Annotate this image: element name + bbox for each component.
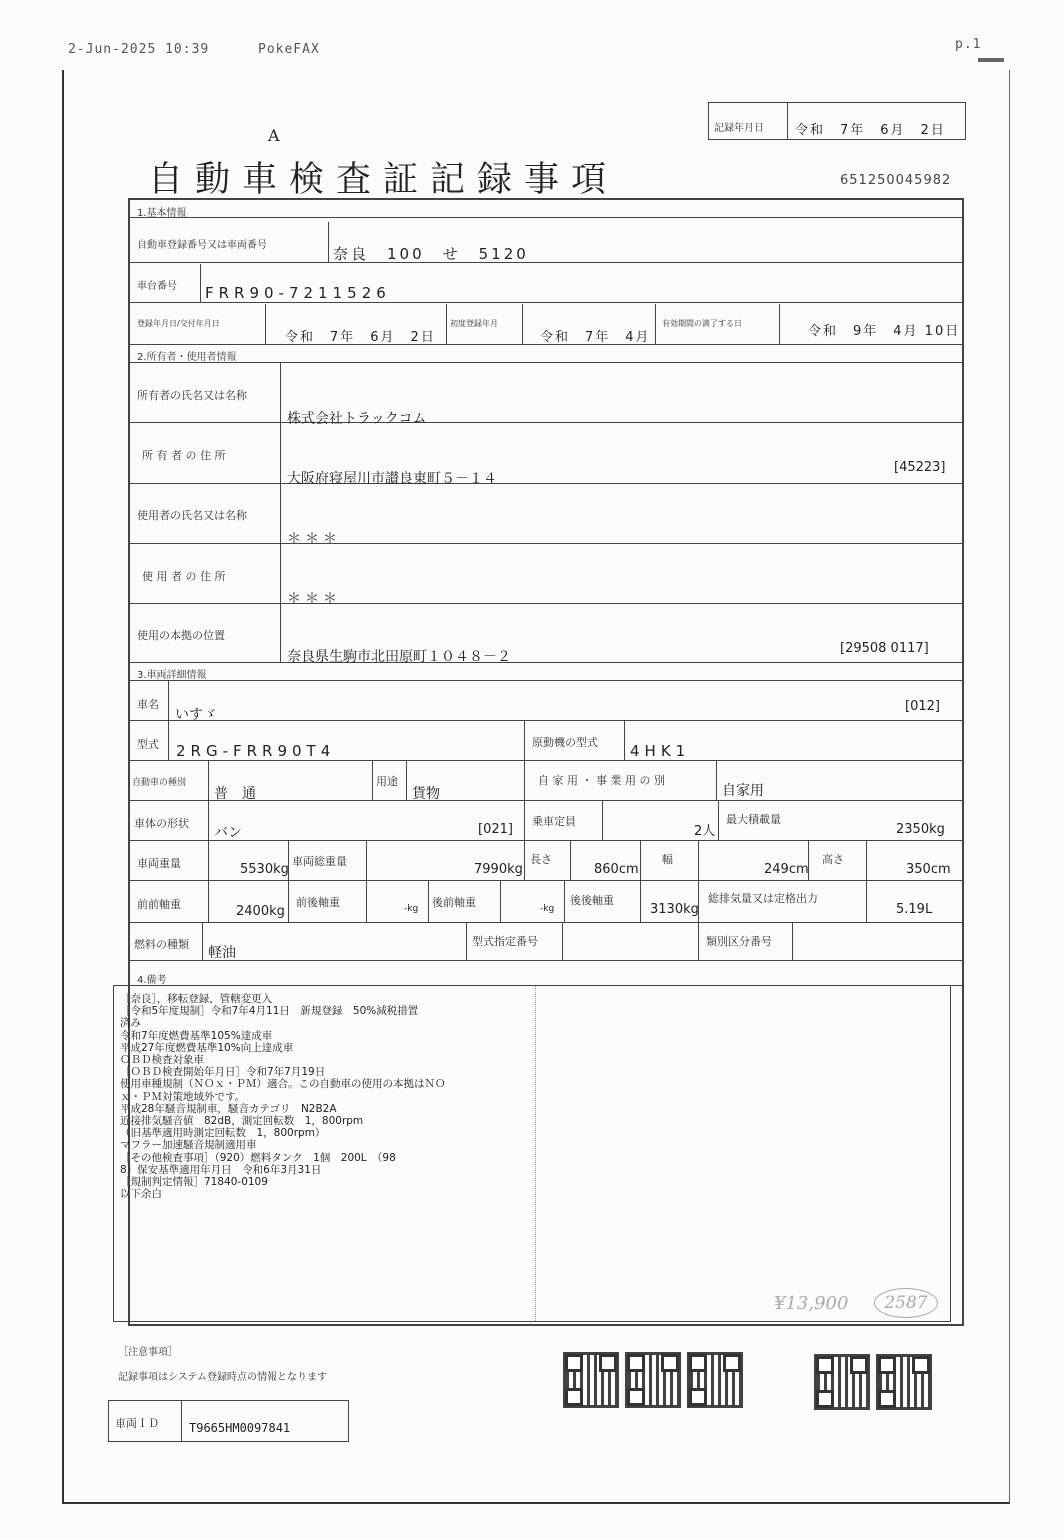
displacement-value: 5.19L [896, 902, 933, 917]
remark-line: 以下余白 [120, 1188, 162, 1201]
fuel-label: 燃料の種類 [134, 938, 189, 951]
document-title: 自動車検査証記録事項 [148, 160, 619, 200]
chassis-value: FRR90-7211526 [205, 284, 391, 302]
owner-addr-code: [45223] [894, 460, 946, 475]
body-value: バン [214, 825, 242, 841]
max-load-label: 最大積載量 [726, 813, 781, 826]
ff-axle-label: 前前軸重 [137, 898, 181, 911]
reg-number-value: 奈良 100 せ 5120 [333, 245, 529, 263]
weight-value: 5530kg [240, 862, 289, 877]
fax-page-number: p.1 [955, 37, 982, 52]
length-value: 860cm [594, 862, 639, 877]
remark-line: （旧基準適用時測定回転数 1，800rpm） [120, 1127, 326, 1140]
remark-line: 令和7年度燃費基準105%達成車 [120, 1029, 273, 1042]
expiry-label: 有効期間の満了する日 [662, 319, 742, 328]
use-label: 用途 [376, 775, 398, 788]
document-number: 651250045982 [840, 173, 952, 188]
qr-code-icon [563, 1352, 619, 1408]
user-name-value: ＊＊＊ [287, 531, 341, 547]
type-label: 自動車の種別 [132, 778, 187, 788]
length-label: 長さ [530, 853, 552, 866]
remark-line: ［規制判定情報］71840-0109 [120, 1176, 268, 1189]
height-label: 高さ [822, 853, 844, 866]
weight-label: 車両重量 [137, 857, 181, 870]
rf-axle-value: -kg [540, 904, 555, 914]
remark-line: マフラー加速騒音規制適用車 [120, 1139, 257, 1152]
reg-date-label: 登録年月日/交付年月日 [137, 319, 220, 328]
first-reg-label: 初度登録年月 [450, 319, 498, 328]
section2-heading: 2.所有者・使用者情報 [137, 352, 237, 363]
use-value: 貨物 [412, 786, 440, 802]
record-date-label: 記録年月日 [714, 123, 764, 134]
remark-line: ［令和5年度規制］令和7年4月11日 新規登録 50%減税措置 [120, 1005, 419, 1018]
model-label: 型式 [137, 738, 159, 751]
fr-axle-label: 前後軸重 [296, 896, 340, 909]
handwritten-circle: 2587 [874, 1288, 938, 1318]
remark-line: 平成27年度燃費基準10%向上達成車 [120, 1041, 294, 1054]
width-label: 幅 [662, 853, 673, 866]
user-addr-label: 使 用 者 の 住 所 [142, 570, 226, 583]
chassis-label: 車台番号 [137, 281, 177, 292]
handwritten-price: ¥13,900 [774, 1293, 849, 1314]
type-value: 普 通 [214, 786, 256, 802]
rr-axle-value: 3130kg [650, 902, 699, 917]
gross-label: 車両総重量 [292, 855, 347, 868]
remark-line: 8）保安基準適用年月日 令和6年3月31日 [120, 1163, 322, 1176]
remark-line: 平成28年騒音規制車，騒音カテゴリ N2B2A [120, 1102, 337, 1115]
section3-heading: 3.車両詳細情報 [137, 670, 207, 681]
notes-text: 記録事項はシステム登録時点の情報となります [118, 1372, 327, 1383]
rr-axle-label: 後後軸重 [570, 894, 614, 907]
fax-mark [978, 58, 1004, 62]
remark-line: ［その他検査事項］（920）燃料タンク 1個 200L （98 [120, 1151, 396, 1164]
fr-axle-value: -kg [404, 904, 419, 914]
record-date-value: 令和 7年 6月 2日 [795, 123, 946, 138]
first-reg-value: 令和 7年 4月 [540, 330, 651, 345]
remark-line: ｘ・ＰＭ対策地域外です。 [120, 1090, 246, 1103]
owner-name-label: 所有者の氏名又は名称 [137, 389, 247, 402]
vehicle-id-label: 車両ＩＤ [115, 1417, 159, 1430]
capacity-label: 乗車定員 [532, 815, 576, 828]
fax-app-name: PokeFAX [258, 42, 320, 57]
qr-code-icon [687, 1352, 743, 1408]
category-label: 類別区分番号 [706, 935, 772, 948]
displacement-label: 総排気量又は定格出力 [708, 892, 818, 905]
remark-line: ＯＢＤ検査対象車 [120, 1054, 204, 1067]
vehicle-id-box [108, 1400, 349, 1442]
section4-heading: 4.備考 [137, 975, 167, 986]
remark-line: ［奈良］，移転登録，管轄変更入 [120, 993, 273, 1005]
capacity-value: 2人 [694, 824, 716, 839]
base-label: 使用の本拠の位置 [137, 629, 225, 642]
car-name-value: いすゞ [175, 707, 217, 723]
private-label: 自 家 用 ・ 事 業 用 の 別 [538, 774, 665, 787]
owner-addr-value: 大阪府寝屋川市讃良東町５－１４ [287, 471, 497, 487]
car-name-code: [012] [905, 699, 940, 714]
remark-line: 使用車種規制（ＮＯｘ・ＰＭ）適合。この自動車の使用の本拠はＮＯ [120, 1078, 446, 1091]
private-value: 自家用 [722, 783, 764, 799]
remark-line: 近接排気騒音値 82dB，測定回転数 1，800rpm [120, 1115, 364, 1128]
car-name-label: 車名 [137, 698, 159, 711]
engine-label: 原動機の型式 [532, 736, 598, 749]
section1-heading: 1.基本情報 [137, 208, 187, 219]
remark-line: ［ＯＢＤ検査開始年月日］令和7年7月19日 [120, 1066, 326, 1079]
remarks-list [120, 993, 540, 1200]
remark-line: 済み [120, 1017, 141, 1030]
reg-number-label: 自動車登録番号又は車両番号 [137, 240, 267, 251]
qr-code-icon [625, 1352, 681, 1408]
height-value: 350cm [906, 862, 951, 877]
owner-addr-label: 所 有 者 の 住 所 [142, 449, 226, 462]
base-value: 奈良県生駒市北田原町１０４８－２ [287, 649, 511, 665]
base-code: [29508 0117] [840, 641, 929, 656]
fuel-value: 軽油 [208, 945, 236, 961]
model-value: 2RG-FRR90T4 [176, 742, 336, 760]
engine-value: 4HK1 [630, 742, 691, 760]
ff-axle-value: 2400kg [236, 904, 285, 919]
type-approval-label: 型式指定番号 [472, 935, 538, 948]
gross-value: 7990kg [474, 862, 523, 877]
vehicle-id-value: T9665HM0097841 [189, 1421, 291, 1435]
width-value: 249cm [764, 862, 809, 877]
fax-datetime: 2-Jun-2025 10:39 [68, 42, 210, 57]
body-label: 車体の形状 [134, 817, 189, 830]
marker-letter: A [268, 126, 280, 145]
rf-axle-label: 後前軸重 [432, 896, 476, 909]
record-date-box [708, 102, 966, 140]
user-addr-value: ＊＊＊ [287, 591, 341, 607]
reg-date-value: 令和 7年 6月 2日 [285, 330, 436, 345]
user-name-label: 使用者の氏名又は名称 [137, 509, 247, 522]
qr-code-icon [814, 1354, 870, 1410]
notes-heading: ［注意事項］ [118, 1347, 178, 1358]
max-load-value: 2350kg [896, 822, 945, 837]
qr-code-icon [876, 1354, 932, 1410]
owner-name-value: 株式会社トラックコム [287, 411, 427, 427]
body-code: [021] [478, 822, 513, 837]
expiry-value: 令和 9年 4月 10日 [808, 324, 961, 339]
